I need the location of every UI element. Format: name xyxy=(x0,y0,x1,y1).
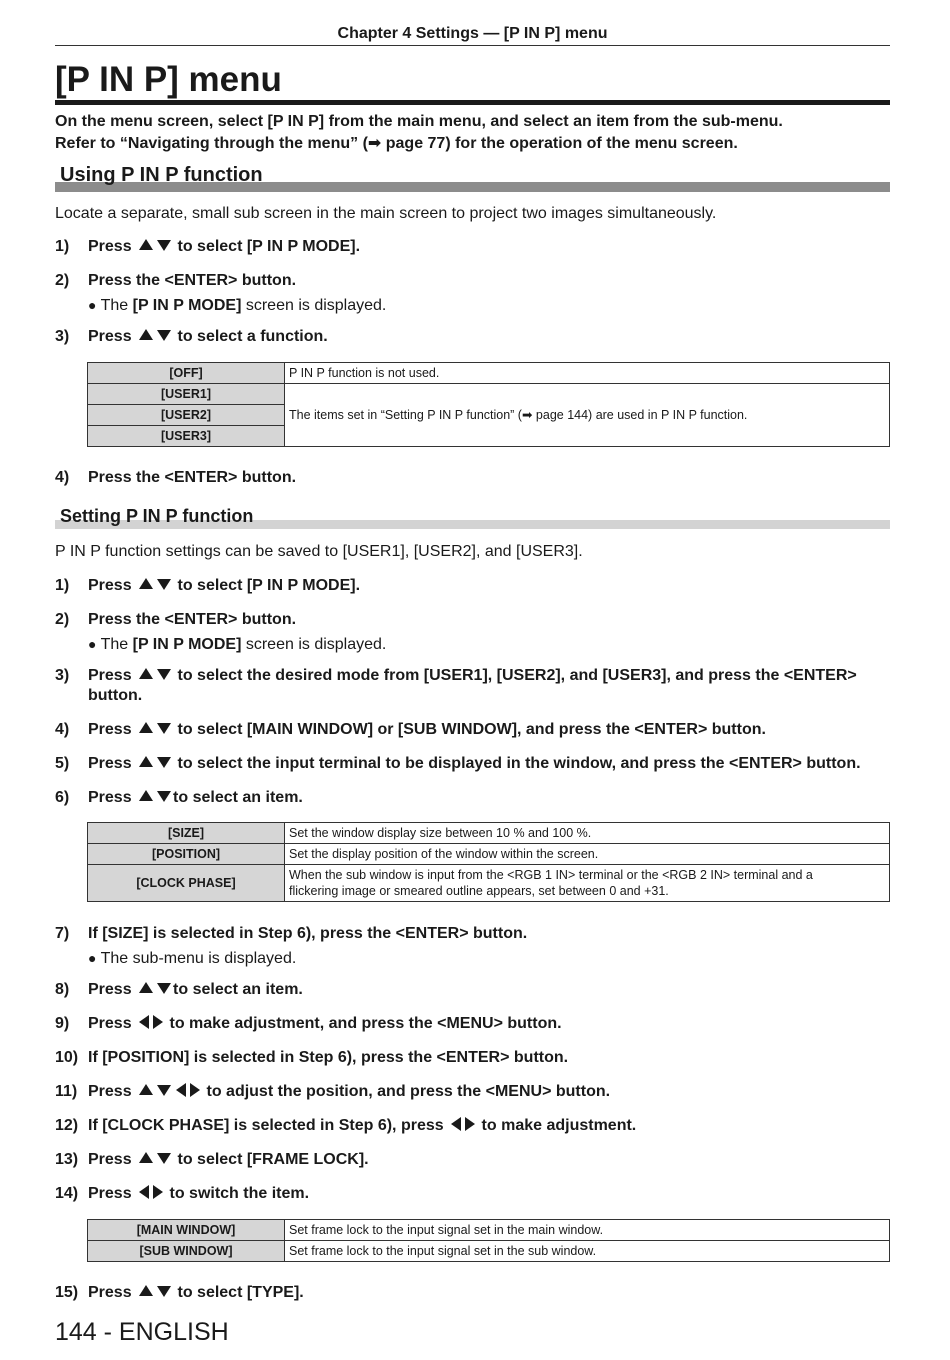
intro-line-1: On the menu screen, select [P IN P] from the main menu, and select an item from the sub-menu. xyxy=(55,113,783,130)
right-arrow-icon xyxy=(153,1185,163,1199)
function-table xyxy=(87,362,890,447)
table-row: [SIZE] Set the window display size between 10 % and 100 %. xyxy=(88,823,890,844)
down-arrow-icon xyxy=(157,1085,171,1096)
up-arrow-icon xyxy=(139,668,153,679)
section-heading-using xyxy=(55,162,890,192)
header-rule xyxy=(55,45,890,46)
page-title: [P IN P] menu xyxy=(55,60,282,99)
left-arrow-icon xyxy=(139,1185,149,1199)
item-table xyxy=(87,822,890,902)
page-footer: 144 - ENGLISH xyxy=(55,1318,229,1346)
left-arrow-icon xyxy=(176,1083,186,1097)
step-2-note: ● The [P IN P MODE] screen is displayed. xyxy=(88,636,387,653)
table-row: [USER1] The items set in “Setting P IN P function” (➡ page 144) are used in P IN P function. xyxy=(88,384,890,405)
up-arrow-icon xyxy=(139,756,153,767)
down-arrow-icon xyxy=(157,1286,171,1297)
down-arrow-icon xyxy=(157,1153,171,1164)
frame-lock-table xyxy=(87,1219,890,1262)
up-arrow-icon xyxy=(139,1152,153,1163)
bullet-icon: ● xyxy=(88,297,97,313)
right-arrow-icon xyxy=(465,1117,475,1131)
table-row: [POSITION] Set the display position of the window within the screen. xyxy=(88,844,890,865)
up-arrow-icon xyxy=(139,722,153,733)
table-row: [USER3] xyxy=(88,426,890,447)
section-heading-setting xyxy=(55,505,890,530)
section1-description: Locate a separate, small sub screen in the main screen to project two images simultaneously. xyxy=(55,205,717,222)
intro-text xyxy=(55,111,783,155)
up-arrow-icon xyxy=(139,239,153,250)
down-arrow-icon xyxy=(157,579,171,590)
left-arrow-icon xyxy=(451,1117,461,1131)
up-arrow-icon xyxy=(139,578,153,589)
section-title: Using P IN P function xyxy=(60,164,263,186)
bullet-icon: ● xyxy=(88,636,97,652)
section-title: Setting P IN P function xyxy=(60,506,254,526)
down-arrow-icon xyxy=(157,669,171,680)
up-arrow-icon xyxy=(139,329,153,340)
up-arrow-icon xyxy=(139,982,153,993)
down-arrow-icon xyxy=(157,240,171,251)
step-7-note: ● The sub-menu is displayed. xyxy=(88,950,297,967)
chapter-header: Chapter 4 Settings — [P IN P] menu xyxy=(337,25,608,42)
title-rule xyxy=(55,100,890,105)
table-row: [CLOCK PHASE] When the sub window is input from the <RGB 1 IN> terminal or the <RGB 2 IN> terminal and a flickering image or smeared outline appears, set between 0 and +31. xyxy=(88,865,890,902)
down-arrow-icon xyxy=(157,757,171,768)
up-arrow-icon xyxy=(139,790,153,801)
down-arrow-icon xyxy=(157,723,171,734)
table-row: [USER2] xyxy=(88,405,890,426)
section2-description: P IN P function settings can be saved to [USER1], [USER2], and [USER3]. xyxy=(55,543,583,560)
right-arrow-icon xyxy=(190,1083,200,1097)
down-arrow-icon xyxy=(157,983,171,994)
step-2-note: ● The [P IN P MODE] screen is displayed. xyxy=(88,297,387,314)
up-arrow-icon xyxy=(139,1285,153,1296)
table-row: [SUB WINDOW] Set frame lock to the input signal set in the sub window. xyxy=(88,1241,890,1262)
table-row: [MAIN WINDOW] Set frame lock to the input signal set in the main window. xyxy=(88,1220,890,1241)
intro-line-2: Refer to “Navigating through the menu” (➡ page 77) for the operation of the menu screen. xyxy=(55,135,738,152)
down-arrow-icon xyxy=(157,791,171,802)
table-row: [OFF] P IN P function is not used. xyxy=(88,363,890,384)
up-arrow-icon xyxy=(139,1084,153,1095)
down-arrow-icon xyxy=(157,330,171,341)
left-arrow-icon xyxy=(139,1015,149,1029)
right-arrow-icon xyxy=(153,1015,163,1029)
bullet-icon: ● xyxy=(88,950,97,966)
